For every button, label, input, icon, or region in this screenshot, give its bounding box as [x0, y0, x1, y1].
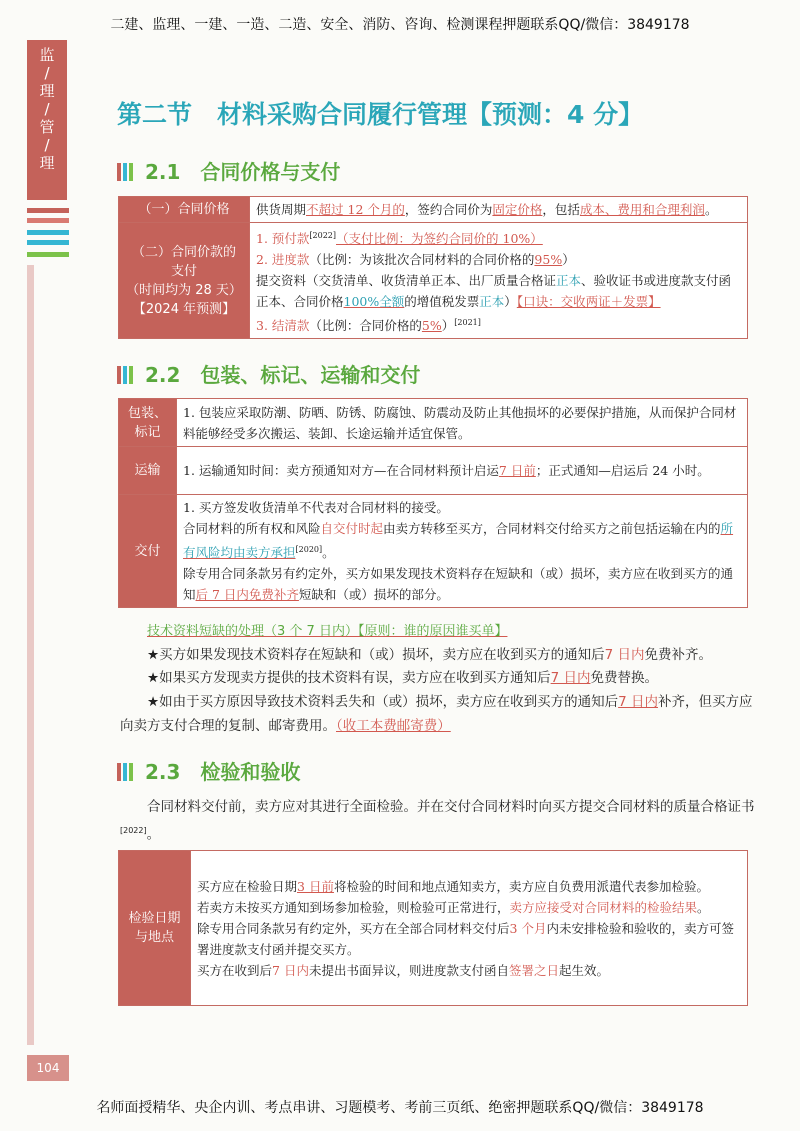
label-line: 支付	[170, 263, 197, 279]
label-line: （时间均为 28 天）	[126, 282, 242, 298]
mnemonic: 【口诀：交收两证＋发票】	[516, 294, 661, 310]
text: 提交资料（交货清单、收货清单正本、出厂质量合格证	[256, 273, 557, 289]
shortage-block	[147, 620, 757, 644]
row-label: 交付	[119, 495, 177, 608]
text-hl: 7 日内	[618, 694, 658, 710]
bullet-3	[120, 690, 756, 738]
text: 1. 运输通知时间：卖方预通知对方—在合同材料预计启运	[183, 463, 499, 478]
label-line: 标记	[134, 424, 161, 440]
text: 买方应在检验日期	[197, 878, 298, 894]
row-content: 1. 包装应采取防潮、防晒、防锈、防腐蚀、防震动及防止其他损坏的必要保护措施，从而保护合同材料能够经受多次搬运、装卸、长途运输并适宜保管。	[177, 399, 748, 447]
text-hl: 3. 结清款	[256, 318, 310, 334]
line	[197, 918, 741, 960]
label-line: 检验日期	[128, 911, 181, 926]
side-stripe	[27, 240, 69, 245]
table-row	[119, 447, 748, 495]
text: 。	[322, 545, 335, 561]
text-hl: （支付比例：为签约合同价的 10%）	[336, 231, 543, 247]
table-row	[119, 197, 748, 223]
text: 除专用合同条款另有约定外，买方在全部合同材料交付后	[197, 920, 510, 936]
text: 将检验的时间和地点通知卖方，卖方应自负费用派遣代表参加检验。	[333, 878, 709, 894]
year-tag: [2022]	[120, 826, 147, 835]
text: 短缺和（或）损坏的部分。	[298, 587, 449, 603]
text-hl: 正本	[556, 273, 582, 289]
inspection-table	[118, 850, 748, 1006]
text: 免费补齐。	[644, 647, 712, 663]
side-tab-char: 理	[39, 154, 55, 172]
side-stripe	[27, 230, 69, 235]
label-line: 与地点	[134, 930, 174, 945]
text-hl: 100%全额	[343, 294, 405, 310]
text: 免费替换。	[590, 670, 658, 686]
text-hl: 1. 预付款	[256, 231, 310, 247]
line: 1. 买方签发收货清单不代表对合同材料的接受。	[183, 500, 449, 515]
line	[256, 225, 741, 249]
side-tab-char: /	[44, 100, 50, 118]
text: 补齐，但买方应向卖方支付合理的复制、邮寄费用。	[120, 694, 753, 734]
heading-text: 2.1 合同价格与支付	[145, 160, 341, 184]
text: 供货周期	[256, 202, 307, 217]
side-strip	[27, 265, 34, 1045]
delivery-table	[118, 398, 748, 608]
text: 内未安排检验和验收的，卖方可签署进度款支付函并提交买方。	[197, 920, 734, 957]
side-stripe	[27, 218, 69, 223]
year-tag: [2022]	[309, 231, 337, 240]
text-hl: 不超过 12 个月的	[306, 202, 405, 217]
text-hl: 95%	[534, 252, 563, 268]
row-content	[250, 197, 748, 223]
side-tab-char: /	[44, 136, 50, 154]
bullet-1	[147, 643, 757, 667]
text-hl: 卖方应接受对合同材料的检验结果	[509, 899, 698, 915]
page-number: 104	[27, 1055, 69, 1081]
text-hl: 7 日前	[498, 463, 536, 478]
text: ）	[562, 252, 575, 268]
row-label: 运输	[119, 447, 177, 495]
table-row	[119, 223, 748, 339]
line	[183, 518, 741, 563]
side-tab-char: 理	[39, 82, 55, 100]
year-tag: [2021]	[454, 318, 481, 328]
text: ★如由于买方原因导致技术资料丢失和（或）损坏，卖方应在收到买方的通知后	[147, 694, 619, 710]
row-label	[119, 223, 250, 339]
text: ）	[504, 294, 517, 310]
row-content	[250, 223, 748, 339]
label-line: 【2024 年预测】	[132, 301, 236, 317]
heading-bars-icon	[117, 162, 135, 186]
page-header: 二建、监理、一建、一造、二造、安全、消防、咨询、检测课程押题联系QQ/微信：3849178	[110, 17, 690, 33]
row-content	[177, 495, 748, 608]
bullet-2	[147, 666, 757, 690]
heading-bars-icon	[117, 365, 135, 389]
text-hl: 7 日内	[604, 647, 645, 663]
price-table	[118, 196, 748, 339]
text: 买方在收到后	[197, 962, 273, 978]
side-stripe	[27, 252, 69, 257]
heading-bars-icon	[117, 762, 135, 786]
text: ；正式通知—启运后 24 小时。	[535, 463, 710, 478]
text-hl: 成本、费用和合理利润	[579, 202, 705, 217]
text: 。	[697, 899, 710, 915]
text: 若卖方未按买方通知到场参加检验，则检验可正常进行，	[197, 899, 510, 915]
row-label	[119, 399, 177, 447]
shortage-title: 技术资料短缺的处理（3 个 7 日内）【原则：谁的原因谁买单】	[147, 624, 508, 639]
year-tag: [2020]	[295, 545, 323, 554]
text: ★如果买方发现卖方提供的技术资料有误，卖方应在收到买方通知后	[147, 670, 551, 686]
line	[197, 897, 741, 918]
text: 起生效。	[558, 962, 609, 978]
text: 合同材料交付前，卖方应对其进行全面检验。并在交付合同材料时向买方提交合同材料的质量合格证书	[147, 799, 755, 815]
heading-text: 2.3 检验和验收	[145, 760, 301, 784]
text-hl: 5%	[421, 318, 442, 334]
text: 由卖方转移至买方，合同材料交付给买方之前包括运输在内的	[383, 521, 721, 536]
text: 除专用合同条款另有约定外，买方如果发现技术资料存在短缺和（或）损坏，卖方应在收到买方的通知	[183, 566, 734, 603]
line	[256, 312, 741, 336]
text: ）	[441, 318, 455, 334]
row-content	[191, 851, 748, 1006]
text: 。	[146, 826, 161, 843]
text-hl: 自交付时起	[320, 521, 384, 536]
text: ，包括	[542, 202, 580, 217]
text: ★买方如果发现技术资料存在短缺和（或）损坏，卖方应在收到买方的通知后	[147, 647, 605, 663]
line	[256, 249, 741, 270]
label-line: 包装、	[127, 405, 167, 421]
side-tab	[27, 40, 67, 200]
text: 、验收证书或进度款支付函正本、合同价格	[256, 273, 732, 310]
section-title: 第二节 材料采购合同履行管理【预测：4 分】	[117, 100, 644, 129]
line	[183, 563, 741, 605]
text-hl: 正本	[479, 294, 505, 310]
row-label	[119, 851, 191, 1006]
text-hl: （收工本费邮寄费）	[336, 718, 451, 734]
text-hl: 所有风险均由卖方承担	[183, 521, 734, 561]
table-row	[119, 399, 748, 447]
table-row	[119, 851, 748, 1006]
line	[197, 960, 741, 981]
text-hl: 3 个月	[509, 920, 547, 936]
line	[256, 270, 741, 312]
table-row	[119, 495, 748, 608]
label-line: （二）合同价款的	[131, 244, 236, 260]
text-hl: 固定价格	[492, 202, 543, 217]
text-hl: 3 日前	[297, 878, 334, 894]
text: 的增值税发票	[404, 294, 480, 310]
text: （比例：合同价格的	[309, 318, 422, 334]
heading-2-1	[117, 156, 340, 186]
text-hl: 后 7 日内免费补齐	[195, 587, 299, 603]
text: 合同材料的所有权和风险	[183, 521, 321, 536]
page-footer: 名师面授精华、央企内训、考点串讲、习题模考、考前三页纸、绝密押题联系QQ/微信：3849178	[96, 1100, 704, 1116]
text: 未提出书面异议，则进度款支付函自	[308, 962, 509, 978]
text: （比例：为该批次合同材料的合同价格的	[309, 252, 535, 268]
text-hl: 2. 进度款	[256, 252, 310, 268]
heading-text: 2.2 包装、标记、运输和交付	[145, 363, 421, 387]
text-hl: 7 日内	[272, 962, 309, 978]
side-tab-char: /	[44, 64, 50, 82]
side-tab-char: 监	[39, 46, 55, 64]
text: 。	[704, 202, 718, 217]
side-stripe	[27, 208, 69, 213]
inspection-intro	[120, 795, 756, 847]
text-hl: 签署之日	[508, 962, 559, 978]
row-content	[177, 447, 748, 495]
text: ，签约合同价为	[404, 202, 493, 217]
row-label: （一）合同价格	[119, 197, 250, 223]
heading-2-2	[117, 359, 420, 389]
side-tab-char: 管	[39, 118, 55, 136]
line	[197, 876, 741, 897]
heading-2-3	[117, 756, 300, 786]
text-hl: 7 日内	[550, 670, 591, 686]
